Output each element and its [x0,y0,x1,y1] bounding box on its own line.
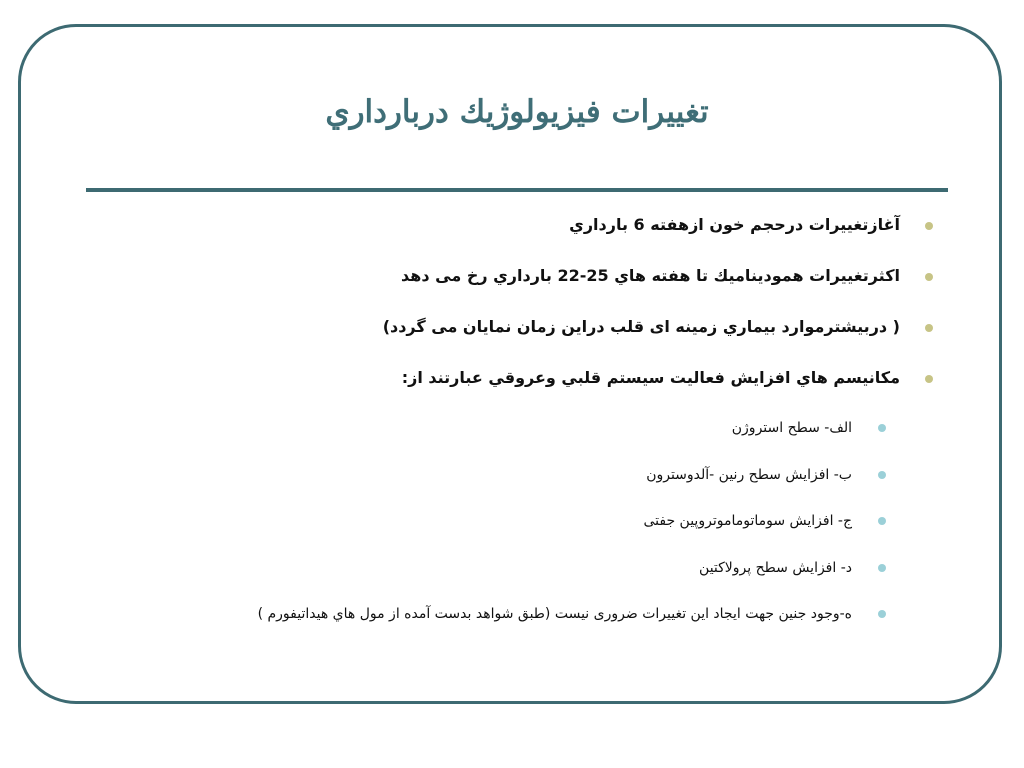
sub-bullet-item [180,459,938,506]
bullet-dot-icon [925,324,933,332]
sub-bullet-text: ب- افزایش سطح رنین -آلدوسترون [646,466,852,483]
sub-bullet-dot-icon [878,564,886,572]
bullet-text: اكثرتغييرات همودیناميك تا هفته هاي 25-22 بارداري رخ می دهد [401,266,900,285]
sub-bullet-dot-icon [878,610,886,618]
sub-bullet-dot-icon [878,424,886,432]
sub-bullet-item [180,505,938,552]
sub-bullet-item [180,552,938,599]
slide-title: تغييرات فيزيولوژيك دربارداري [325,94,709,130]
sub-bullet-item [180,598,938,645]
sub-bullet-item [180,412,938,459]
sub-bullet-text: ه-وجود جنین جهت ایجاد این تغییرات ضروری نیست (طبق شواهد بدست آمده از مول هاي هيداتيفورم ) [257,606,852,622]
bullet-dot-icon [925,273,933,281]
slide-content [180,208,938,645]
sub-bullet-dot-icon [878,517,886,525]
bullet-text: مكانيسم هاي افزايش فعاليت سيستم قلبي وعروقي عبارتند از: [401,368,900,387]
bullet-text: ( دربيشترموارد بيماري زمينه ای قلب دراين زمان نمايان می گردد) [382,317,900,336]
sub-bullet-text: الف- سطح استروژن [731,420,852,436]
bullet-dot-icon [925,222,933,230]
bullet-item [180,310,938,361]
sub-bullet-text: د- افزایش سطح پرولاکتین [699,559,852,576]
bullet-item [180,361,938,412]
title-divider [86,188,948,192]
bullet-item [180,208,938,259]
sub-bullet-dot-icon [878,471,886,479]
bullet-item [180,259,938,310]
bullet-text: آغازتغييرات درحجم خون ازهفته 6 بارداري [569,215,900,234]
bullet-dot-icon [925,375,933,383]
sub-bullet-text: ج- افزایش سوماتوماموتروپین جفتی [643,513,852,529]
